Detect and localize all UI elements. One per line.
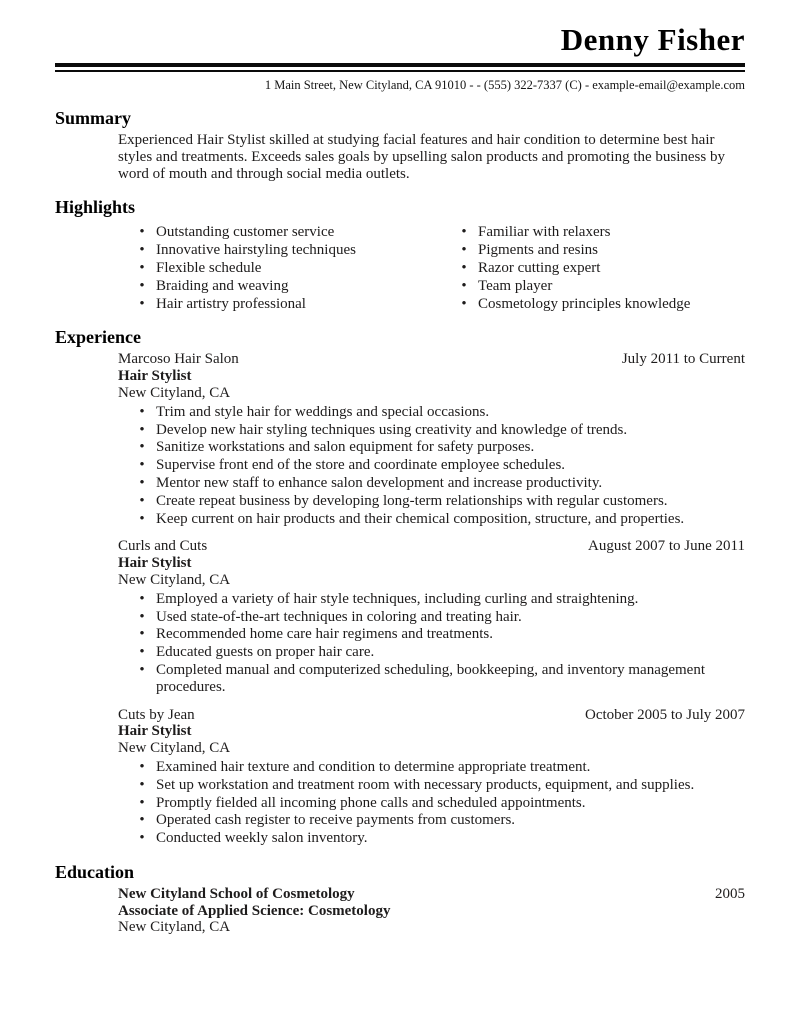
education-year: 2005 <box>715 885 745 902</box>
bullet-icon: • <box>139 626 145 643</box>
summary-heading: Summary <box>55 108 131 128</box>
bullet-icon: • <box>139 403 145 420</box>
bullet-icon: • <box>139 830 145 847</box>
bullet-icon: • <box>139 812 145 829</box>
job-entry-curls-and-cuts <box>118 538 745 695</box>
highlight-text: Pigments and resins <box>478 242 598 259</box>
list-item <box>118 812 745 829</box>
highlights-left-column <box>118 223 440 312</box>
job-bullet-text: Conducted weekly salon inventory. <box>156 830 368 847</box>
bullet-icon: • <box>139 794 145 811</box>
list-item <box>118 457 745 474</box>
highlight-text: Cosmetology principles knowledge <box>478 295 691 312</box>
job-bullet-text: Trim and style hair for weddings and special occasions. <box>156 403 490 420</box>
job-entry-marcoso <box>118 351 745 527</box>
job-bullet-text: Operated cash register to receive payments from customers. <box>156 812 516 829</box>
summary-text: Experienced Hair Stylist skilled at studying facial features and hair condition to determine best hair styles and treatments. Exceeds sales goals by upselling salon products and promoting the business by word of mouth and through social media outlets. <box>118 132 725 182</box>
job-company: Curls and Cuts <box>118 538 208 555</box>
job-bullet-text: Mentor new staff to enhance salon development and increase productivity. <box>156 474 603 491</box>
job-title: Hair Stylist <box>118 368 192 385</box>
bullet-icon: • <box>139 510 145 527</box>
summary-section <box>55 108 745 182</box>
list-item <box>118 278 440 295</box>
job-bullet-text: Promptly fielded all incoming phone calls and scheduled appointments. <box>156 794 586 811</box>
job-location: New Cityland, CA <box>118 571 231 588</box>
job-bullet-text: Develop new hair styling techniques using creativity and knowledge of trends. <box>156 421 628 438</box>
job-bullet-text: Examined hair texture and condition to determine appropriate treatment. <box>156 758 591 775</box>
job-bullet-text: Used state-of-the-art techniques in coloring and treating hair. <box>156 608 522 625</box>
list-item <box>118 493 745 510</box>
header-divider <box>55 63 745 72</box>
list-item <box>440 296 745 313</box>
highlight-text: Flexible schedule <box>156 259 262 276</box>
highlights-columns <box>118 221 745 312</box>
job-location: New Cityland, CA <box>118 740 231 757</box>
job-bullet-text: Set up workstation and treatment room with necessary products, equipment, and supplies. <box>156 776 695 793</box>
list-item <box>118 260 440 277</box>
bullet-icon: • <box>139 259 145 276</box>
job-bullet-text: Sanitize workstations and salon equipment for safety purposes. <box>156 439 535 456</box>
job-location: New Cityland, CA <box>118 384 231 401</box>
job-header-row <box>118 707 745 724</box>
job-title: Hair Stylist <box>118 555 192 572</box>
list-item <box>118 626 745 643</box>
bullet-icon: • <box>139 590 145 607</box>
education-degree: Associate of Applied Science: Cosmetology <box>118 902 391 919</box>
list-item <box>118 662 745 696</box>
education-header-row <box>118 886 745 903</box>
bullet-icon: • <box>461 259 467 276</box>
highlight-text: Hair artistry professional <box>156 295 306 312</box>
list-item <box>440 278 745 295</box>
bullet-icon: • <box>139 608 145 625</box>
bullet-icon: • <box>139 439 145 456</box>
list-item <box>118 644 745 661</box>
bullet-icon: • <box>139 421 145 438</box>
bullet-icon: • <box>139 776 145 793</box>
list-item <box>118 511 745 528</box>
list-item <box>118 795 745 812</box>
bullet-icon: • <box>139 457 145 474</box>
contact-line: 1 Main Street, New Cityland, CA 91010 - - (555) 322-7337 (C) - example-email@example.com <box>264 78 745 92</box>
list-item <box>118 439 745 456</box>
bullet-icon: • <box>139 242 145 259</box>
highlights-heading: Highlights <box>55 197 136 218</box>
list-item <box>440 242 745 259</box>
job-company: Cuts by Jean <box>118 706 195 723</box>
education-entry <box>118 886 745 936</box>
bullet-icon: • <box>139 295 145 312</box>
job-dates: October 2005 to July 2007 <box>585 706 745 723</box>
list-item <box>118 609 745 626</box>
job-entry-cuts-by-jean <box>118 707 745 847</box>
highlight-text: Innovative hairstyling techniques <box>156 242 356 259</box>
job-bullet-text: Supervise front end of the store and coordinate employee schedules. <box>156 457 566 474</box>
job-bullet-text: Employed a variety of hair style techniques, including curling and straightening. <box>156 590 639 607</box>
bullet-icon: • <box>461 224 467 241</box>
bullet-icon: • <box>139 224 145 241</box>
list-item <box>440 224 745 241</box>
list-item <box>118 422 745 439</box>
bullet-icon: • <box>461 277 467 294</box>
bullet-icon: • <box>139 758 145 775</box>
bullet-icon: • <box>139 644 145 661</box>
experience-section <box>55 327 745 847</box>
list-item <box>118 404 745 421</box>
job-bullet-text: Keep current on hair products and their chemical composition, structure, and properties. <box>156 510 685 527</box>
job-company: Marcoso Hair Salon <box>118 351 239 368</box>
list-item <box>118 777 745 794</box>
list-item <box>118 296 440 313</box>
highlight-text: Outstanding customer service <box>156 224 335 241</box>
bullet-icon: • <box>139 474 145 491</box>
list-item <box>118 242 440 259</box>
job-bullet-text: Create repeat business by developing long-term relationships with regular customers. <box>156 492 668 509</box>
highlight-text: Braiding and weaving <box>156 277 289 294</box>
list-item <box>118 224 440 241</box>
bullet-icon: • <box>139 661 145 678</box>
highlights-section <box>55 197 745 312</box>
job-dates: August 2007 to June 2011 <box>588 538 745 555</box>
bullet-icon: • <box>139 492 145 509</box>
list-item <box>440 260 745 277</box>
list-item <box>118 759 745 776</box>
resume-header <box>55 22 745 93</box>
job-bullet-text: Recommended home care hair regimens and treatments. <box>156 626 493 643</box>
job-dates: July 2011 to Current <box>621 351 745 368</box>
job-header-row <box>118 351 745 368</box>
experience-heading: Experience <box>55 327 141 348</box>
highlight-text: Familiar with relaxers <box>478 224 611 241</box>
highlight-text: Team player <box>478 277 553 294</box>
education-location: New Cityland, CA <box>118 919 231 936</box>
highlight-text: Razor cutting expert <box>478 259 601 276</box>
job-bullet-text: Completed manual and computerized scheduling, bookkeeping, and inventory management procedures. <box>156 661 706 695</box>
education-heading: Education <box>55 861 135 882</box>
list-item <box>118 475 745 492</box>
bullet-icon: • <box>461 242 467 259</box>
bullet-icon: • <box>139 277 145 294</box>
job-bullet-text: Educated guests on proper hair care. <box>156 644 375 661</box>
job-bullet-list <box>118 759 745 847</box>
job-title: Hair Stylist <box>118 723 192 740</box>
highlights-right-column <box>440 223 745 312</box>
resume-name: Denny Fisher <box>560 22 745 57</box>
list-item <box>118 830 745 847</box>
job-bullet-list <box>118 591 745 696</box>
list-item <box>118 591 745 608</box>
education-school: New Cityland School of Cosmetology <box>118 885 355 902</box>
education-section <box>55 862 745 936</box>
bullet-icon: • <box>461 295 467 312</box>
job-header-row <box>118 538 745 555</box>
job-bullet-list <box>118 404 745 528</box>
